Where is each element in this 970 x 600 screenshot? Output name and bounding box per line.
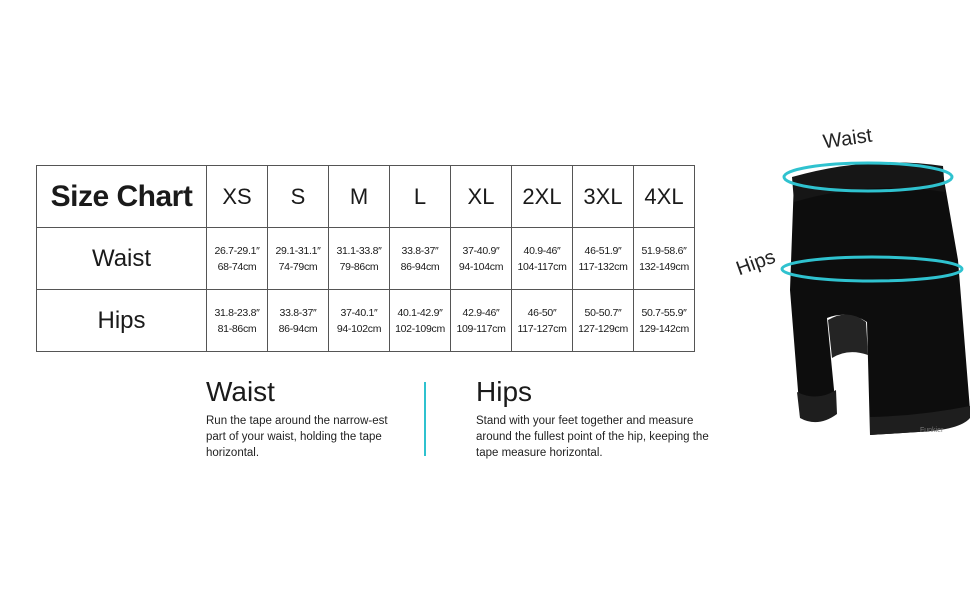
cell-cm: 129-142cm: [639, 322, 689, 335]
size-l-header: L: [390, 166, 451, 228]
cell-cm: 127-129cm: [578, 322, 628, 335]
shorts-figure: [720, 110, 970, 480]
size-header-row: [37, 166, 695, 228]
cell-cm: 117-127cm: [517, 322, 567, 335]
figure-hips-label: Hips: [733, 245, 779, 281]
table-cell: [329, 228, 390, 290]
table-cell: [268, 290, 329, 352]
cell-inches: 37-40.1″: [340, 306, 378, 319]
cell-cm: 132-149cm: [639, 260, 689, 273]
cell-inches: 37-40.9″: [462, 244, 500, 257]
cell-inches: 31.1-33.8″: [336, 244, 382, 257]
table-cell: [512, 290, 573, 352]
size-chart-title: Size Chart: [37, 166, 207, 228]
size-2xl-header: 2XL: [512, 166, 573, 228]
cycling-shorts-illustration: [720, 110, 970, 480]
cell-inches: 29.1-31.1″: [275, 244, 321, 257]
table-cell: [451, 228, 512, 290]
brand-logo: Funkier: [920, 427, 944, 434]
chamois-pad: [828, 314, 868, 358]
cell-cm: 104-117cm: [517, 260, 567, 273]
cell-inches: 46-50″: [527, 306, 557, 319]
cell-cm: 68-74cm: [217, 260, 257, 273]
size-m-header: M: [329, 166, 390, 228]
cell-cm: 102-109cm: [395, 322, 445, 335]
shorts-body: [790, 164, 970, 435]
table-cell: [268, 228, 329, 290]
section-divider: [424, 382, 426, 456]
cell-cm: 81-86cm: [217, 322, 257, 335]
cell-cm: 117-132cm: [578, 260, 628, 273]
waist-guide-text: Run the tape around the narrow-est part of your waist, holding the tape horizontal.: [206, 415, 388, 459]
waist-row: [37, 228, 695, 290]
cell-inches: 33.8-37″: [279, 306, 317, 319]
waist-row-label: Waist: [37, 228, 207, 290]
cell-inches: 33.8-37″: [401, 244, 439, 257]
size-chart-table: [36, 165, 695, 352]
hips-guide-title: Hips: [476, 376, 533, 407]
cell-inches: 31.8-23.8″: [214, 306, 260, 319]
cell-inches: 51.9-58.6″: [641, 244, 687, 257]
cell-inches: 50.7-55.9″: [641, 306, 687, 319]
table-cell: [573, 228, 634, 290]
hips-guide: [476, 375, 711, 461]
table-cell: [390, 228, 451, 290]
hips-guide-text: Stand with your feet together and measure around the fullest point of the hip, keeping the tape measure horizontal.: [476, 415, 709, 459]
waist-guide-title: Waist: [206, 376, 275, 407]
cell-inches: 50-50.7″: [584, 306, 622, 319]
cell-cm: 94-104cm: [458, 260, 504, 273]
size-xs-header: XS: [207, 166, 268, 228]
cell-inches: 42.9-46″: [462, 306, 500, 319]
size-xl-header: XL: [451, 166, 512, 228]
hips-row: [37, 290, 695, 352]
cell-inches: 26.7-29.1″: [214, 244, 260, 257]
cell-cm: 109-117cm: [456, 322, 506, 335]
table-cell: [207, 228, 268, 290]
size-s-header: S: [268, 166, 329, 228]
cell-cm: 74-79cm: [278, 260, 318, 273]
waist-guide: [206, 375, 391, 461]
cell-inches: 46-51.9″: [584, 244, 622, 257]
size-3xl-header: 3XL: [573, 166, 634, 228]
cell-inches: 40.1-42.9″: [397, 306, 443, 319]
cell-cm: 86-94cm: [400, 260, 440, 273]
table-cell: [390, 290, 451, 352]
size-4xl-header: 4XL: [634, 166, 695, 228]
hips-row-label: Hips: [37, 290, 207, 352]
cell-cm: 79-86cm: [339, 260, 379, 273]
table-cell: [573, 290, 634, 352]
cell-cm: 94-102cm: [336, 322, 382, 335]
table-cell: [451, 290, 512, 352]
cell-inches: 40.9-46″: [523, 244, 561, 257]
table-cell: [207, 290, 268, 352]
table-cell: [512, 228, 573, 290]
figure-waist-label: Waist: [821, 124, 874, 154]
cell-cm: 86-94cm: [278, 322, 318, 335]
table-cell: [634, 228, 695, 290]
table-cell: [634, 290, 695, 352]
table-cell: [329, 290, 390, 352]
